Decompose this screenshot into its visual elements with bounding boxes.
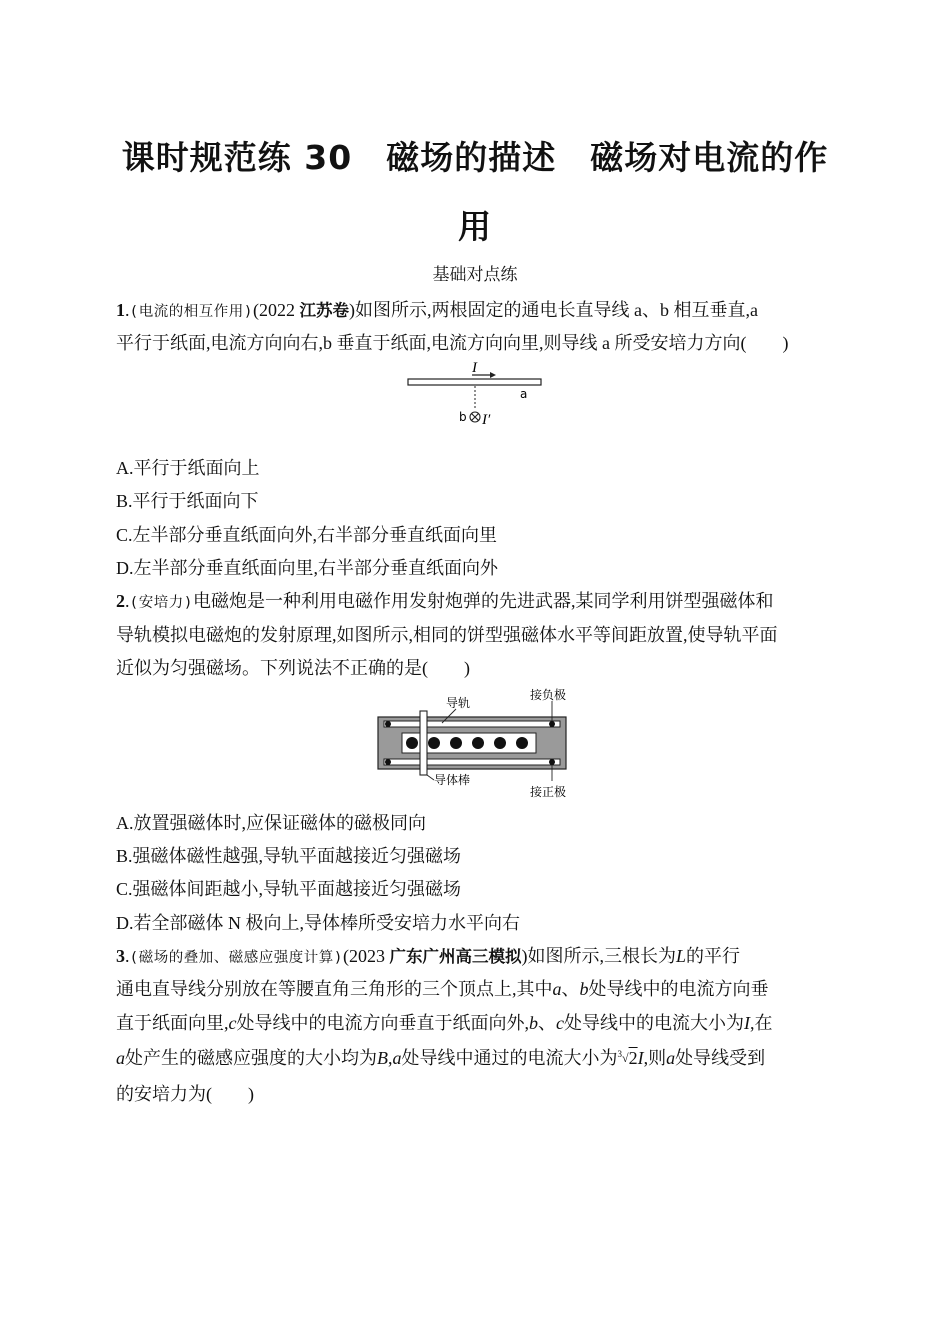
var-c: c xyxy=(556,1013,564,1033)
magnet-icon xyxy=(428,737,440,749)
q2-line1: 2.(安培力)电磁炮是一种利用电磁作用发射炮弹的先进武器,某同学利用饼型强磁体和 xyxy=(116,591,774,611)
section-label: 基础对点练 xyxy=(432,265,518,285)
q2-option-b: B.强磁体磁性越强,导轨平面越接近匀强磁场 xyxy=(116,846,462,866)
wire-b-label: b xyxy=(459,410,467,424)
q1-src-open: (2022 xyxy=(252,300,300,320)
q2-option-a: A.放置强磁体时,应保证磁体的磁极同向 xyxy=(116,813,426,833)
var-b: b xyxy=(579,979,589,999)
q3-line5: 的安培力为( ) xyxy=(116,1084,254,1104)
wire-a-label: a xyxy=(520,387,528,401)
q3-src-open: (2023 xyxy=(342,946,390,966)
page-title-line1: 课时规范练 30 磁场的描述 磁场对电流的作 xyxy=(121,138,829,177)
var-I: I xyxy=(637,1048,644,1068)
rod-label: 导体棒 xyxy=(434,773,471,787)
q3-text: 处产生的磁感应强度的大小均为 xyxy=(125,1048,377,1068)
q3-source: 广东广州高三模拟 xyxy=(389,947,522,966)
var-a: a xyxy=(666,1048,676,1068)
q3-text: 直于纸面向里, xyxy=(116,1013,229,1033)
var-I: I xyxy=(744,1013,750,1033)
q1-figure xyxy=(400,358,550,430)
q3-text: 处导线中的电流方向垂 xyxy=(588,979,769,999)
var-a: a xyxy=(392,1048,402,1068)
q3-line3 xyxy=(116,1010,836,1036)
var-B: B xyxy=(377,1048,388,1068)
q2-line2: 导轨模拟电磁炮的发射原理,如图所示,相同的饼型强磁体水平等间距放置,使导轨平面 xyxy=(116,625,778,645)
q1-line2: 平行于纸面,电流方向向右,b 垂直于纸面,电流方向向里,则导线 a 所受安培力方向( ) xyxy=(116,333,789,353)
rail-label: 导轨 xyxy=(446,696,471,710)
magnet-icon xyxy=(450,737,462,749)
var-a: a xyxy=(552,979,562,999)
q1-option-d: D.左半部分垂直纸面向里,右半部分垂直纸面向外 xyxy=(116,558,498,578)
q2-figure xyxy=(370,685,590,803)
rail-top xyxy=(384,721,560,727)
q3-text: ,则 xyxy=(643,1048,667,1068)
q3-text: 的平行 xyxy=(685,946,740,966)
magnet-icon xyxy=(494,737,506,749)
q2-option-d: D.若全部磁体 N 极向上,导体棒所受安培力水平向右 xyxy=(116,913,520,933)
q2-option-c: C.强磁体间距越小,导轨平面越接近匀强磁场 xyxy=(116,879,462,899)
q3-text: , xyxy=(388,1048,393,1068)
radicand: 2 xyxy=(628,1048,638,1068)
q1-number: 1 xyxy=(116,300,125,320)
q3-text: )如图所示,三根长为 xyxy=(521,946,676,966)
q1-text: )如图所示,两根固定的通电长直导线 a、b 相互垂直,a xyxy=(348,300,758,320)
q3-text: 处导线受到 xyxy=(675,1048,766,1068)
magnet-icon xyxy=(472,737,484,749)
magnet-icon xyxy=(406,737,418,749)
q2-line3: 近似为匀强磁场。下列说法不正确的是( ) xyxy=(116,658,470,678)
q3-text: 通电直导线分别放在等腰直角三角形的三个顶点上,其中 xyxy=(116,979,553,999)
current-b-label: I′ xyxy=(482,412,491,428)
var-b: b xyxy=(529,1013,538,1033)
q3-line4 xyxy=(116,1043,836,1073)
q1-option-c: C.左半部分垂直纸面向外,右半部分垂直纸面向里 xyxy=(116,525,498,545)
var-c: c xyxy=(228,1013,237,1033)
q1-tag: (电流的相互作用) xyxy=(129,304,253,320)
q3-text: 处导线中通过的电流大小为 xyxy=(401,1048,618,1068)
radical-icon: $^3$√ xyxy=(617,1049,629,1065)
q3-text: ,在 xyxy=(750,1013,773,1033)
q2-tag: (安培力) xyxy=(129,595,193,611)
q2-number: 2 xyxy=(116,591,125,611)
q1-source: 江苏卷 xyxy=(299,301,349,320)
var-a: a xyxy=(116,1048,125,1068)
q3-text: 、 xyxy=(561,979,580,999)
conductor-rod xyxy=(420,711,427,775)
negative-label: 接负极 xyxy=(530,688,567,702)
q3-line1: 3.(磁场的叠加、磁感应强度计算)(2023 广东广州高三模拟)如图所示,三根长为L的平行 xyxy=(116,946,740,966)
q3-text: 处导线中的电流方向垂直于纸面向外, xyxy=(236,1013,529,1033)
q3-text: 处导线中的电流大小为 xyxy=(564,1013,744,1033)
wire-a xyxy=(408,379,541,385)
page-title-line2: 用 xyxy=(458,207,492,246)
q3-tag: (磁场的叠加、磁感应强度计算) xyxy=(129,950,343,966)
positive-label: 接正极 xyxy=(530,785,567,799)
q3-line2 xyxy=(116,976,836,1002)
q1-option-b: B.平行于纸面向下 xyxy=(116,491,259,511)
current-a-label: I xyxy=(472,360,477,376)
q3-number: 3 xyxy=(116,946,125,966)
q1-option-a: A.平行于纸面向上 xyxy=(116,458,260,478)
rail-bottom xyxy=(384,759,560,765)
magnet-icon xyxy=(516,737,528,749)
q1-line1: 1.(电流的相互作用)(2022 江苏卷)如图所示,两根固定的通电长直导线 a、b 相互垂直,a xyxy=(116,300,758,320)
var-L: L xyxy=(675,946,686,966)
arrowhead-icon xyxy=(490,372,496,378)
q3-text: 、 xyxy=(538,1013,556,1033)
q2-text: 电磁炮是一种利用电磁作用发射炮弹的先进武器,某同学利用饼型强磁体和 xyxy=(192,591,774,611)
root-index: 3 xyxy=(617,1049,622,1059)
